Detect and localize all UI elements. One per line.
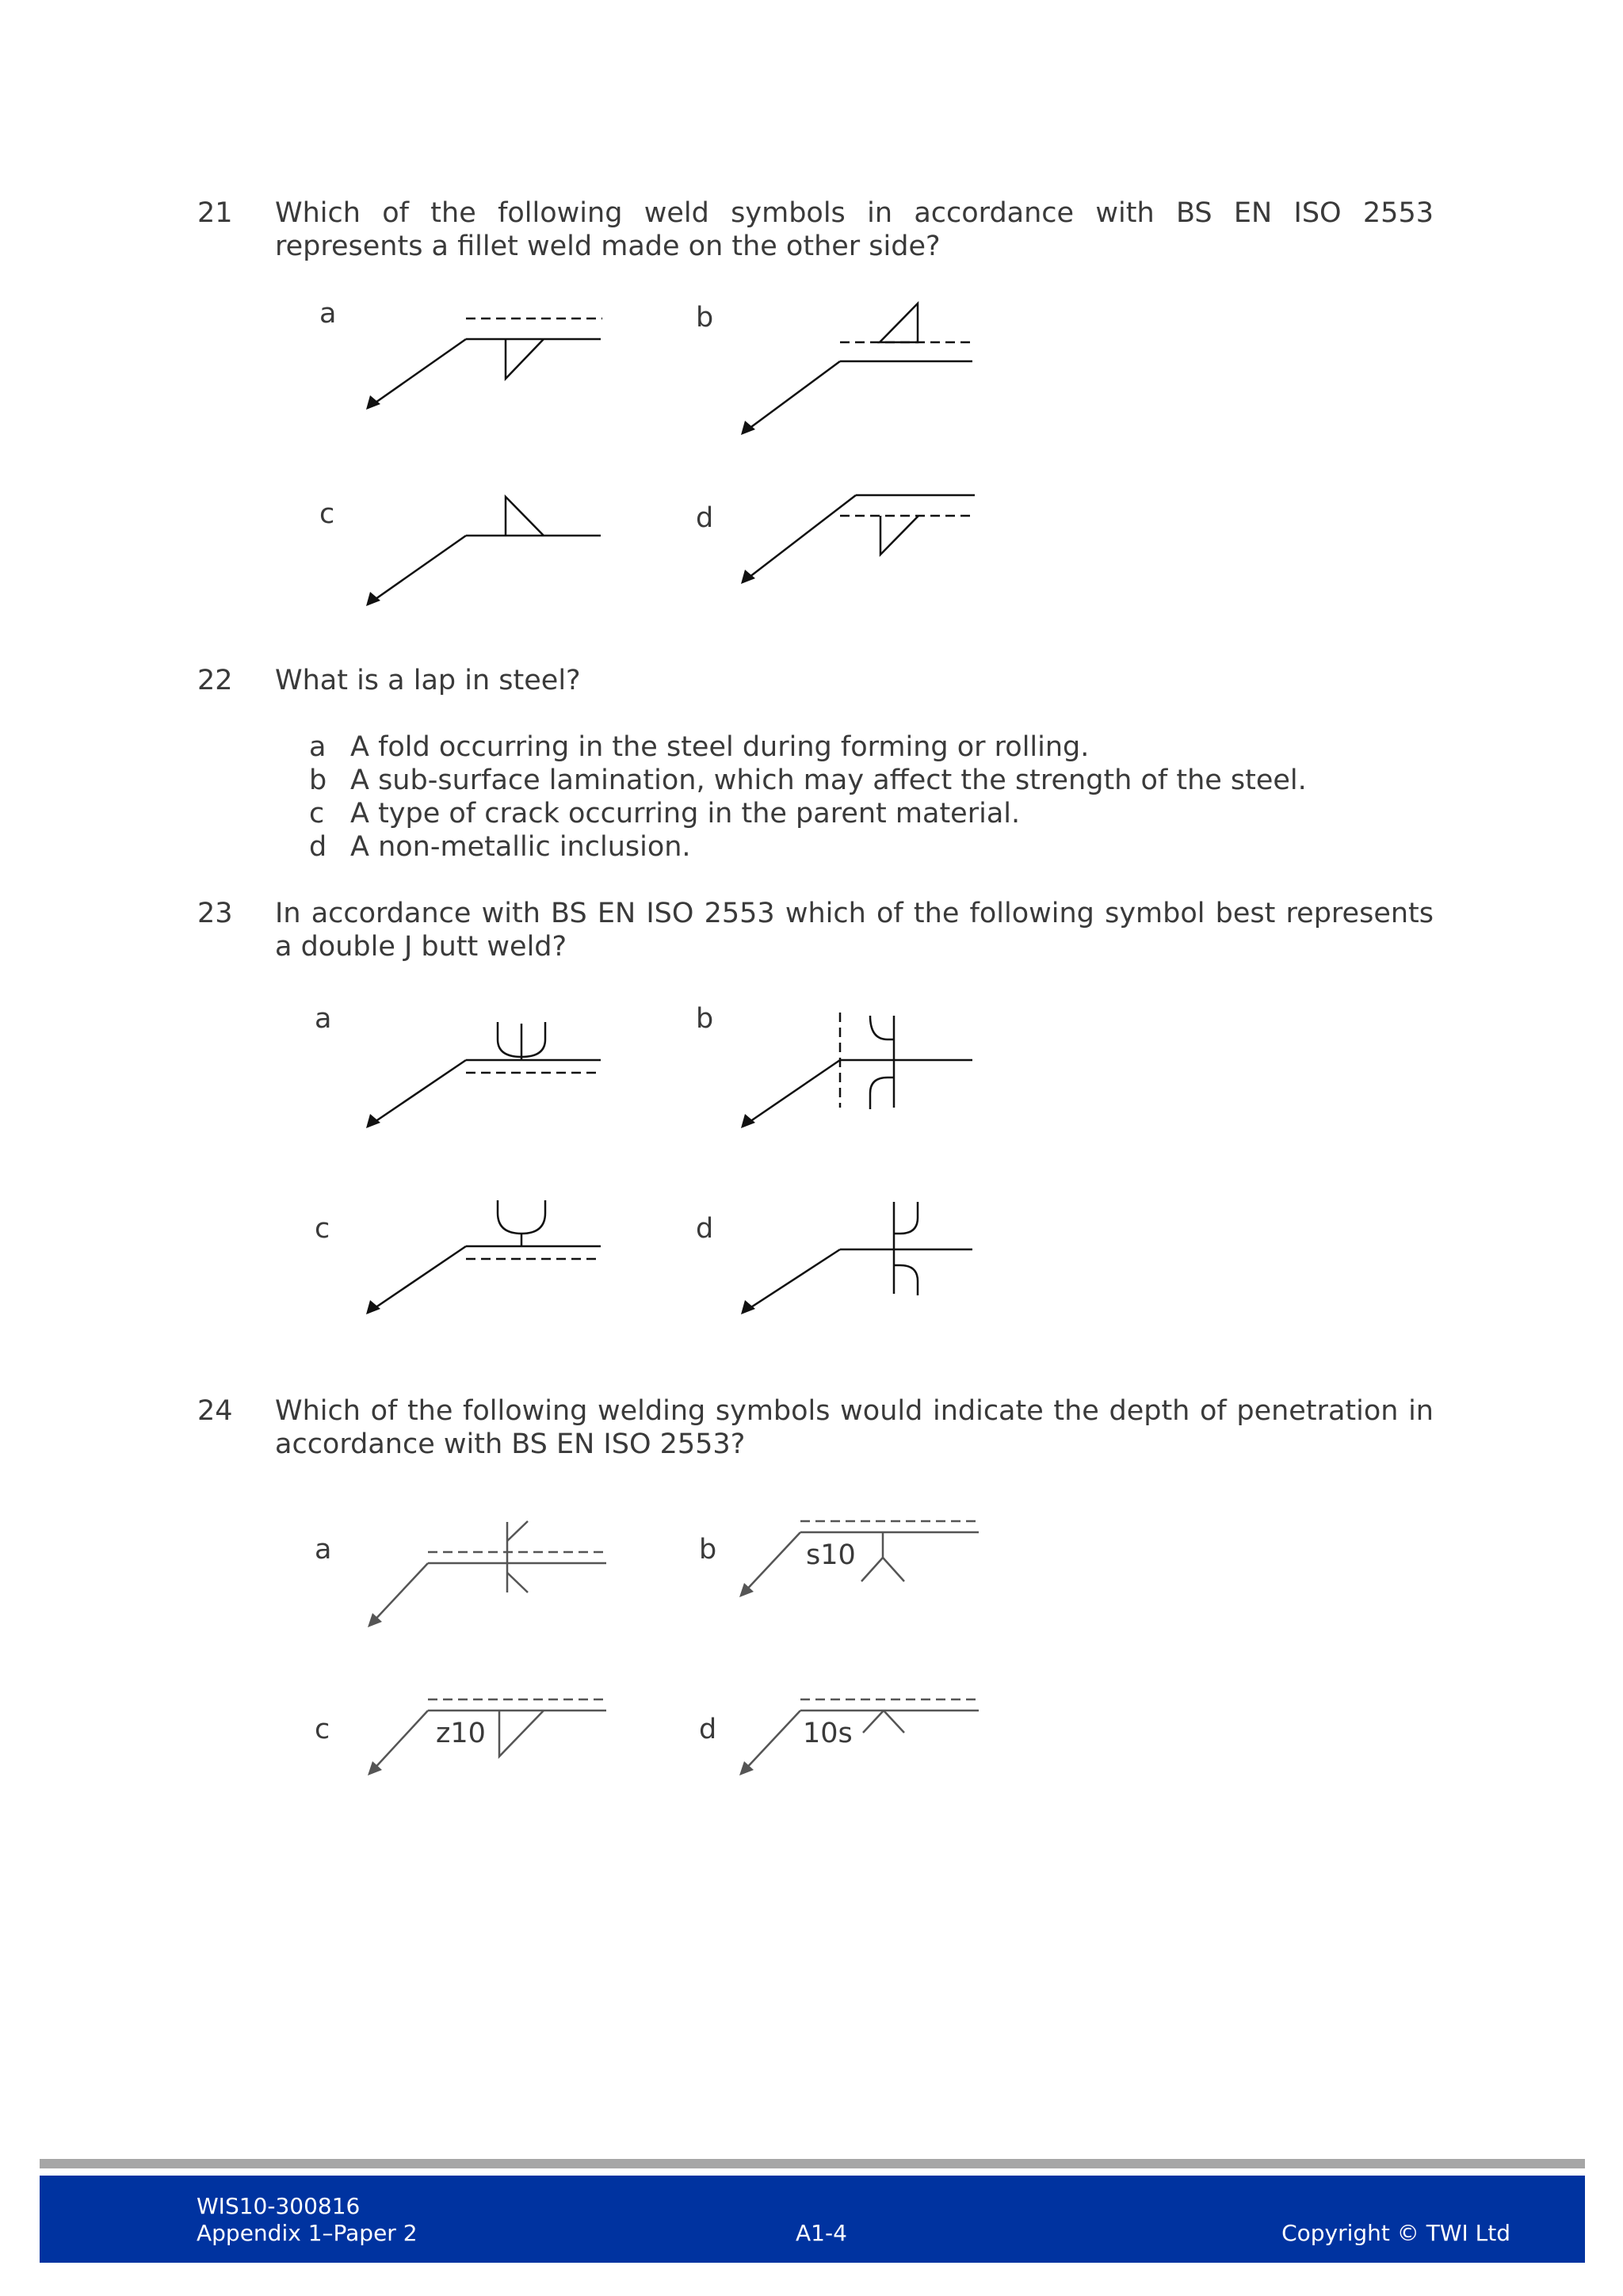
option-label-c: c xyxy=(315,1714,330,1745)
question-24 xyxy=(197,1394,1434,1466)
penetration-label: 10s xyxy=(803,1718,853,1749)
question-number: 21 xyxy=(197,197,233,229)
penetration-label: s10 xyxy=(806,1539,856,1571)
option-label-b: b xyxy=(699,1534,717,1566)
answer-text: A sub-surface lamination, which may affect the strength of the steel. xyxy=(350,765,1307,796)
weld-symbol-21b xyxy=(725,301,995,444)
weld-symbol-21a xyxy=(349,309,618,420)
option-label-b: b xyxy=(696,1003,714,1035)
answer-text: A fold occurring in the steel during forming or rolling. xyxy=(350,731,1090,763)
weld-symbol-23b xyxy=(725,1006,995,1133)
penetration-label: z10 xyxy=(436,1718,486,1749)
question-23 xyxy=(197,897,1434,968)
question-number: 23 xyxy=(197,898,233,929)
weld-symbol-24a xyxy=(349,1517,618,1644)
page-number: A1-4 xyxy=(796,2220,847,2246)
option-label-c: c xyxy=(319,498,335,530)
option-label-d: d xyxy=(699,1714,717,1745)
answer-letter: d xyxy=(309,831,327,863)
weld-symbol-24b xyxy=(725,1513,995,1640)
weld-symbol-23a xyxy=(349,1006,618,1133)
option-label-a: a xyxy=(319,298,337,330)
option-label-a: a xyxy=(315,1534,332,1566)
question-number: 24 xyxy=(197,1395,233,1427)
option-label-d: d xyxy=(696,1213,714,1245)
question-text: Which of the following welding symbols would indicate the depth of penetration in accordance with BS EN ISO 2553? xyxy=(275,1395,1434,1460)
section-label: Appendix 1–Paper 2 xyxy=(197,2220,418,2246)
option-label-b: b xyxy=(696,302,714,334)
question-text: What is a lap in steel? xyxy=(275,665,581,696)
question-21 xyxy=(197,196,1434,268)
weld-symbol-23c xyxy=(349,1192,618,1319)
option-label-d: d xyxy=(696,502,714,534)
question-22 xyxy=(197,664,1434,697)
footer-rule xyxy=(40,2159,1585,2168)
answer-text: A non-metallic inclusion. xyxy=(350,831,691,863)
weld-symbol-23d xyxy=(725,1192,995,1319)
question-text: In accordance with BS EN ISO 2553 which of the following symbol best represents a double J butt weld? xyxy=(275,898,1434,963)
question-number: 22 xyxy=(197,665,233,696)
weld-symbol-24c xyxy=(349,1691,618,1810)
answer-letter: a xyxy=(309,731,327,763)
answer-letter: b xyxy=(309,765,327,796)
weld-symbol-21d xyxy=(725,487,995,590)
answer-letter: c xyxy=(309,798,325,830)
copyright-notice: Copyright © TWI Ltd xyxy=(1281,2220,1510,2246)
page-footer xyxy=(40,2176,1585,2263)
option-label-a: a xyxy=(315,1003,332,1035)
weld-symbol-24d xyxy=(725,1691,995,1810)
weld-symbol-21c xyxy=(349,491,618,610)
question-text: Which of the following weld symbols in accordance with BS EN ISO 2553 represents a fillet weld made on the other side? xyxy=(275,197,1434,262)
option-label-c: c xyxy=(315,1213,330,1245)
answer-text: A type of crack occurring in the parent material. xyxy=(350,798,1021,830)
document-id: WIS10-300816 xyxy=(197,2193,361,2219)
